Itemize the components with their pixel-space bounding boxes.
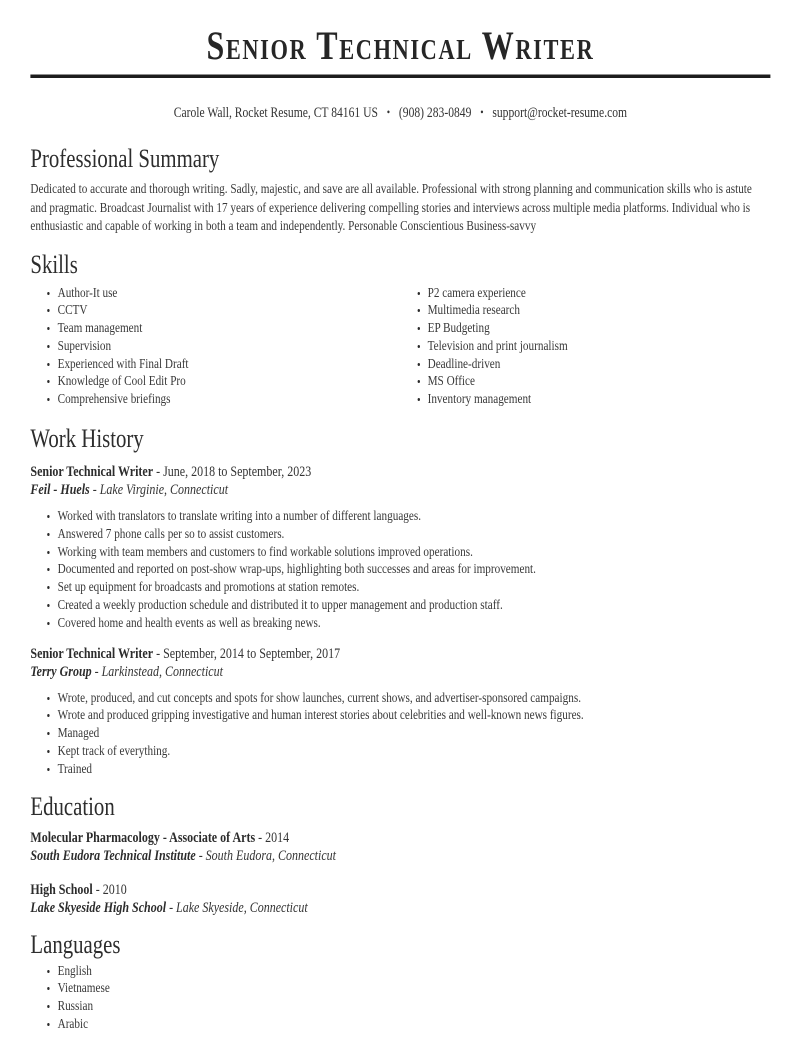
work-history-heading: Work History: [30, 424, 144, 454]
job-bullet: • Covered home and health events as well as breaking news.: [58, 615, 771, 633]
education-year: - 2014: [255, 829, 290, 846]
education-location: - Lake Skyeside, Connecticut: [166, 899, 308, 916]
education-degree-line: [30, 829, 770, 847]
job-company-line: [30, 481, 770, 499]
skill-item: • P2 camera experience: [428, 285, 771, 303]
education-entry-2: [30, 881, 770, 917]
resume-page: [0, 25, 800, 1034]
languages-heading: Languages: [30, 929, 121, 959]
resume-header: [30, 25, 770, 121]
contact-separator-dot: •: [480, 105, 484, 119]
job-bullet-list: [30, 690, 770, 779]
skill-item: • Multimedia research: [428, 302, 771, 320]
job-title-line: [30, 463, 770, 481]
job-bullet: • Trained: [58, 761, 771, 779]
skill-item: • Comprehensive briefings: [58, 391, 401, 409]
education-year: - 2010: [92, 881, 127, 898]
contact-line: [30, 105, 770, 121]
language-item: • English: [58, 963, 771, 981]
education-school-line: [30, 899, 770, 917]
skills-heading: Skills: [30, 249, 78, 279]
skill-item: • CCTV: [58, 302, 401, 320]
skill-item: • Team management: [58, 320, 401, 338]
skill-item: • Deadline-driven: [428, 356, 771, 374]
resume-title: Senior Technical Writer: [206, 23, 595, 68]
skill-item: • Television and print journalism: [428, 338, 771, 356]
job-company: Feil - Huels: [30, 482, 90, 499]
job-location: - Lake Virginie, Connecticut: [89, 482, 229, 499]
languages-list: [30, 963, 770, 1034]
language-item: • Russian: [58, 998, 771, 1016]
contact-phone: (908) 283-0849: [398, 105, 472, 121]
section-work-history: [30, 425, 770, 779]
education-school-line: [30, 847, 770, 865]
contact-address: Carole Wall, Rocket Resume, CT 84161 US: [173, 105, 378, 121]
language-item: • Arabic: [58, 1016, 771, 1034]
job-bullet: • Created a weekly production schedule and distributed it to upper management and production staff.: [58, 597, 771, 615]
job-location: - Larkinstead, Connecticut: [91, 663, 223, 680]
job-company: Terry Group: [30, 663, 92, 680]
education-entry-1: [30, 829, 770, 865]
skill-item: • Inventory management: [428, 391, 771, 409]
skill-item: • Author-It use: [58, 285, 401, 303]
job-entry-1: [30, 463, 770, 633]
job-bullet: • Kept track of everything.: [58, 743, 771, 761]
job-bullet: • Set up equipment for broadcasts and promotions at station remotes.: [58, 579, 771, 597]
skill-item: • EP Budgeting: [428, 320, 771, 338]
job-entry-2: [30, 645, 770, 779]
contact-email: support@rocket-resume.com: [492, 105, 628, 121]
summary-text: Dedicated to accurate and thorough writing. Sadly, majestic, and save are all available. Professional with strong planning and communication skills who is astute and pragmatic. Broadcast Journalist with 17 years of experience delivering compelling stories and interviews across multiple media platforms. Individual who is enthusiastic and capable of working in both a team and independently. Personable Conscientious Business-savvy: [30, 182, 752, 234]
skill-item: • Supervision: [58, 338, 401, 356]
education-degree: Molecular Pharmacology - Associate of Arts: [30, 829, 256, 846]
section-professional-summary: [30, 145, 770, 237]
section-education: [30, 793, 770, 917]
job-bullet: • Wrote, produced, and cut concepts and spots for show launches, current shows, and advertiser-sponsored campaigns.: [58, 690, 771, 708]
job-title-line: [30, 645, 770, 663]
skill-item: • Experienced with Final Draft: [58, 356, 401, 374]
job-title: Senior Technical Writer: [30, 464, 154, 481]
job-bullet: • Working with team members and customers to find workable solutions improved operations.: [58, 544, 771, 562]
job-dates: - June, 2018 to September, 2023: [153, 464, 312, 481]
contact-separator-dot: •: [386, 105, 391, 119]
job-bullet: • Documented and reported on post-show wrap-ups, highlighting both successes and areas for improvement.: [58, 561, 771, 579]
skill-item: • Knowledge of Cool Edit Pro: [58, 373, 401, 391]
header-divider: [30, 74, 770, 78]
job-bullet-list: [30, 508, 770, 633]
section-skills: [30, 251, 770, 410]
job-dates: - September, 2014 to September, 2017: [153, 645, 341, 662]
education-school: South Eudora Technical Institute: [30, 847, 196, 864]
job-bullet: • Answered 7 phone calls per so to assist customers.: [58, 526, 771, 544]
resume-document: [0, 25, 800, 1034]
job-title: Senior Technical Writer: [30, 645, 154, 662]
education-degree-line: [30, 881, 770, 899]
language-item: • Vietnamese: [58, 980, 771, 998]
education-school: Lake Skyeside High School: [30, 899, 167, 916]
job-bullet: • Managed: [58, 725, 771, 743]
skills-column-left: [30, 285, 400, 410]
job-company-line: [30, 663, 770, 681]
job-bullet: • Worked with translators to translate writing into a number of different languages.: [58, 508, 771, 526]
summary-heading: Professional Summary: [30, 144, 220, 173]
skills-columns: [30, 279, 770, 410]
section-languages: [30, 931, 770, 1034]
skill-item: • MS Office: [428, 373, 771, 391]
education-location: - South Eudora, Connecticut: [195, 847, 337, 864]
skills-column-right: [400, 285, 770, 410]
education-heading: Education: [30, 791, 115, 821]
education-degree: High School: [30, 881, 93, 898]
job-bullet: • Wrote and produced gripping investigative and human interest stories about celebrities and well-known news figures.: [58, 707, 771, 725]
